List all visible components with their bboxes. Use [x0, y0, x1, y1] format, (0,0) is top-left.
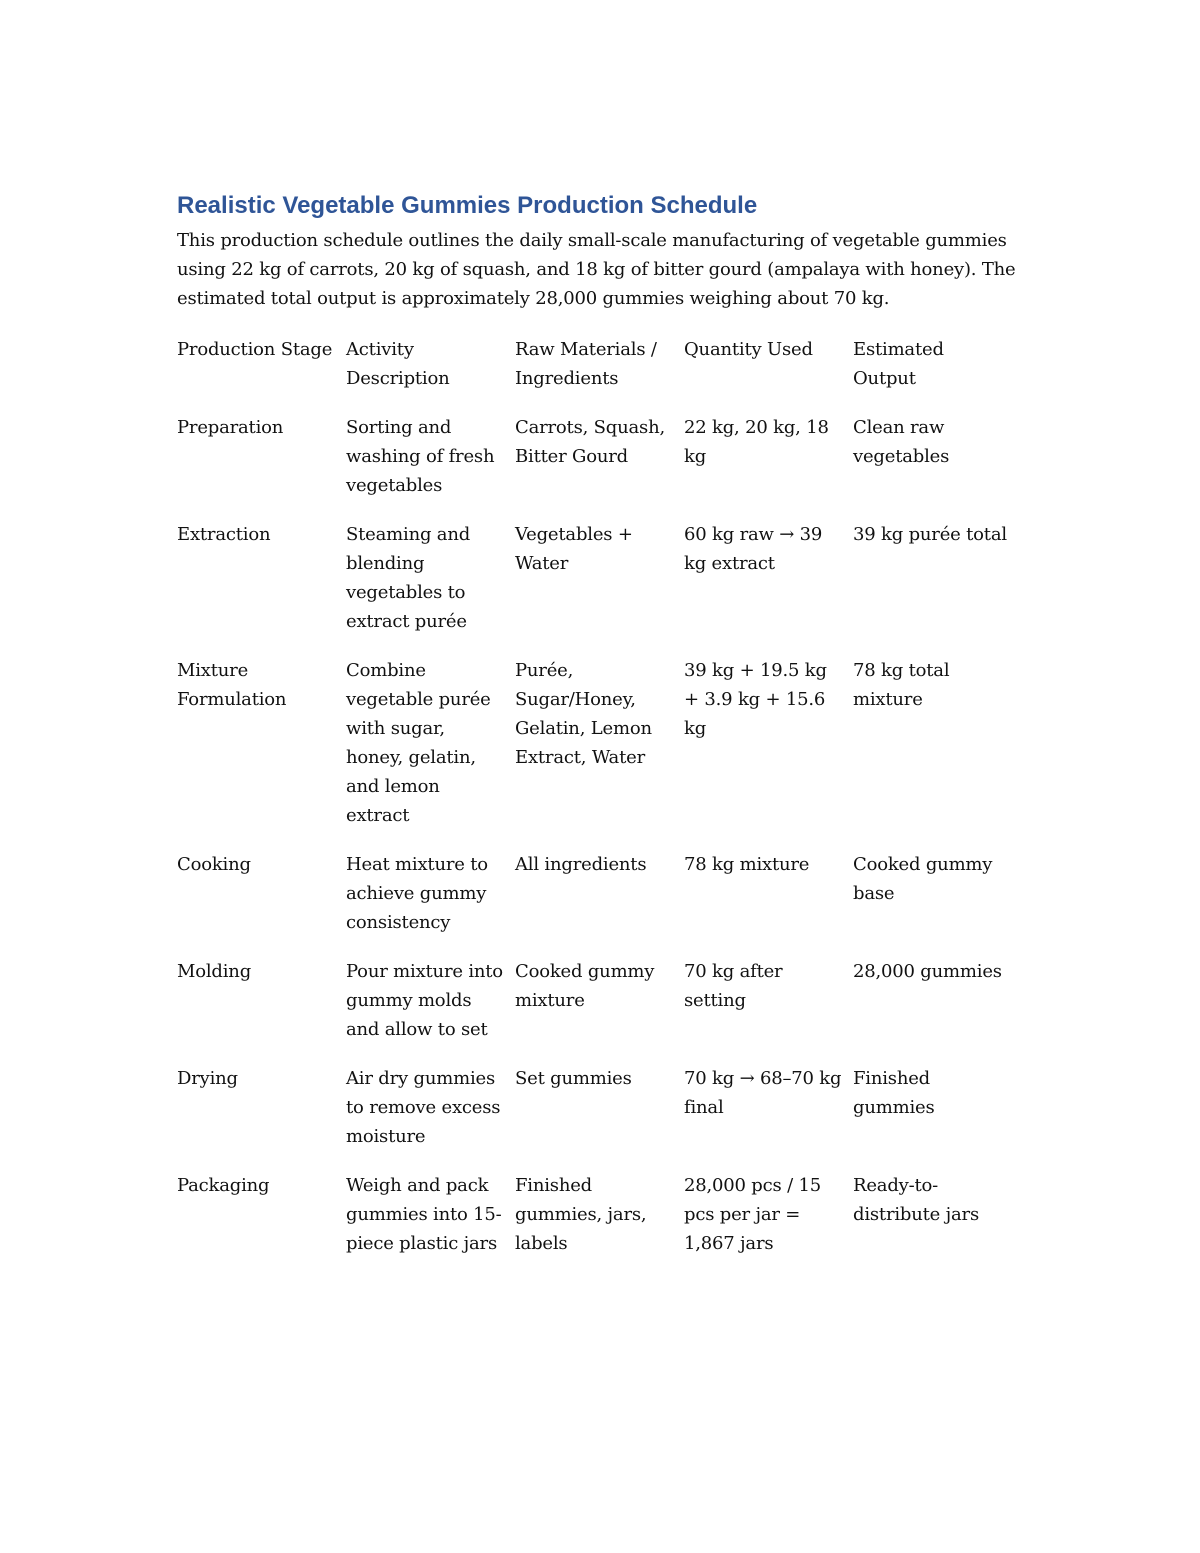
quantity-cell: 28,000 pcs / 15 pcs per jar = 1,867 jars: [684, 1175, 821, 1254]
output-cell: Finished gummies: [853, 1068, 935, 1118]
table-header-row: [177, 335, 1022, 413]
header-production-stage: Production Stage: [177, 339, 333, 360]
table-row: [177, 1064, 1022, 1171]
activity-cell: Heat mixture to achieve gummy consistency: [346, 854, 488, 933]
output-cell: Ready-to-distribute jars: [853, 1175, 979, 1225]
stage-cell: Molding: [177, 961, 252, 982]
header-estimated-output: Estimated Output: [853, 339, 944, 389]
materials-cell: All ingredients: [515, 854, 647, 875]
stage-cell: Extraction: [177, 524, 271, 545]
stage-cell: Packaging: [177, 1175, 270, 1196]
quantity-cell: 70 kg → 68–70 kg final: [684, 1068, 842, 1118]
output-cell: 78 kg total mixture: [853, 660, 950, 710]
activity-cell: Pour mixture into gummy molds and allow to set: [346, 961, 503, 1040]
activity-cell: Weigh and pack gummies into 15-piece plastic jars: [346, 1175, 502, 1254]
quantity-cell: 22 kg, 20 kg, 18 kg: [684, 417, 829, 467]
activity-cell: Combine vegetable purée with sugar, honey, gelatin, and lemon extract: [346, 660, 491, 826]
table-row: [177, 957, 1022, 1064]
table-row: [177, 656, 1022, 850]
table-row: [177, 1171, 1022, 1278]
activity-cell: Sorting and washing of fresh vegetables: [346, 417, 495, 496]
quantity-cell: 70 kg after setting: [684, 961, 783, 1011]
materials-cell: Vegetables + Water: [515, 524, 633, 574]
materials-cell: Cooked gummy mixture: [515, 961, 655, 1011]
table-row: [177, 850, 1022, 957]
intro-paragraph: This production schedule outlines the daily small-scale manufacturing of vegetable gummies using 22 kg of carrots, 20 kg of squash, and 18 kg of bitter gourd (ampalaya with honey). The estimated total output is approximately 28,000 gummies weighing about 70 kg.: [177, 230, 1016, 309]
materials-cell: Carrots, Squash, Bitter Gourd: [515, 417, 665, 467]
quantity-cell: 39 kg + 19.5 kg + 3.9 kg + 15.6 kg: [684, 660, 827, 739]
header-activity-description: Activity Description: [346, 339, 450, 389]
header-raw-materials: Raw Materials / Ingredients: [515, 339, 657, 389]
output-cell: 28,000 gummies: [853, 961, 1002, 982]
stage-cell: Preparation: [177, 417, 284, 438]
output-cell: 39 kg purée total: [853, 524, 1007, 545]
materials-cell: Purée, Sugar/Honey, Gelatin, Lemon Extract, Water: [515, 660, 652, 768]
document-title: Realistic Vegetable Gummies Production Schedule: [177, 192, 758, 219]
materials-cell: Set gummies: [515, 1068, 632, 1089]
header-quantity-used: Quantity Used: [684, 339, 813, 360]
quantity-cell: 60 kg raw → 39 kg extract: [684, 524, 823, 574]
table-row: [177, 520, 1022, 656]
stage-cell: Drying: [177, 1068, 238, 1089]
table-row: [177, 413, 1022, 520]
quantity-cell: 78 kg mixture: [684, 854, 810, 875]
stage-cell: Mixture Formulation: [177, 660, 287, 710]
production-schedule-table: [177, 335, 1022, 1278]
document-page: [177, 190, 1037, 1278]
activity-cell: Air dry gummies to remove excess moisture: [346, 1068, 501, 1147]
stage-cell: Cooking: [177, 854, 251, 875]
materials-cell: Finished gummies, jars, labels: [515, 1175, 647, 1254]
activity-cell: Steaming and blending vegetables to extract purée: [346, 524, 471, 632]
output-cell: Cooked gummy base: [853, 854, 993, 904]
output-cell: Clean raw vegetables: [853, 417, 950, 467]
